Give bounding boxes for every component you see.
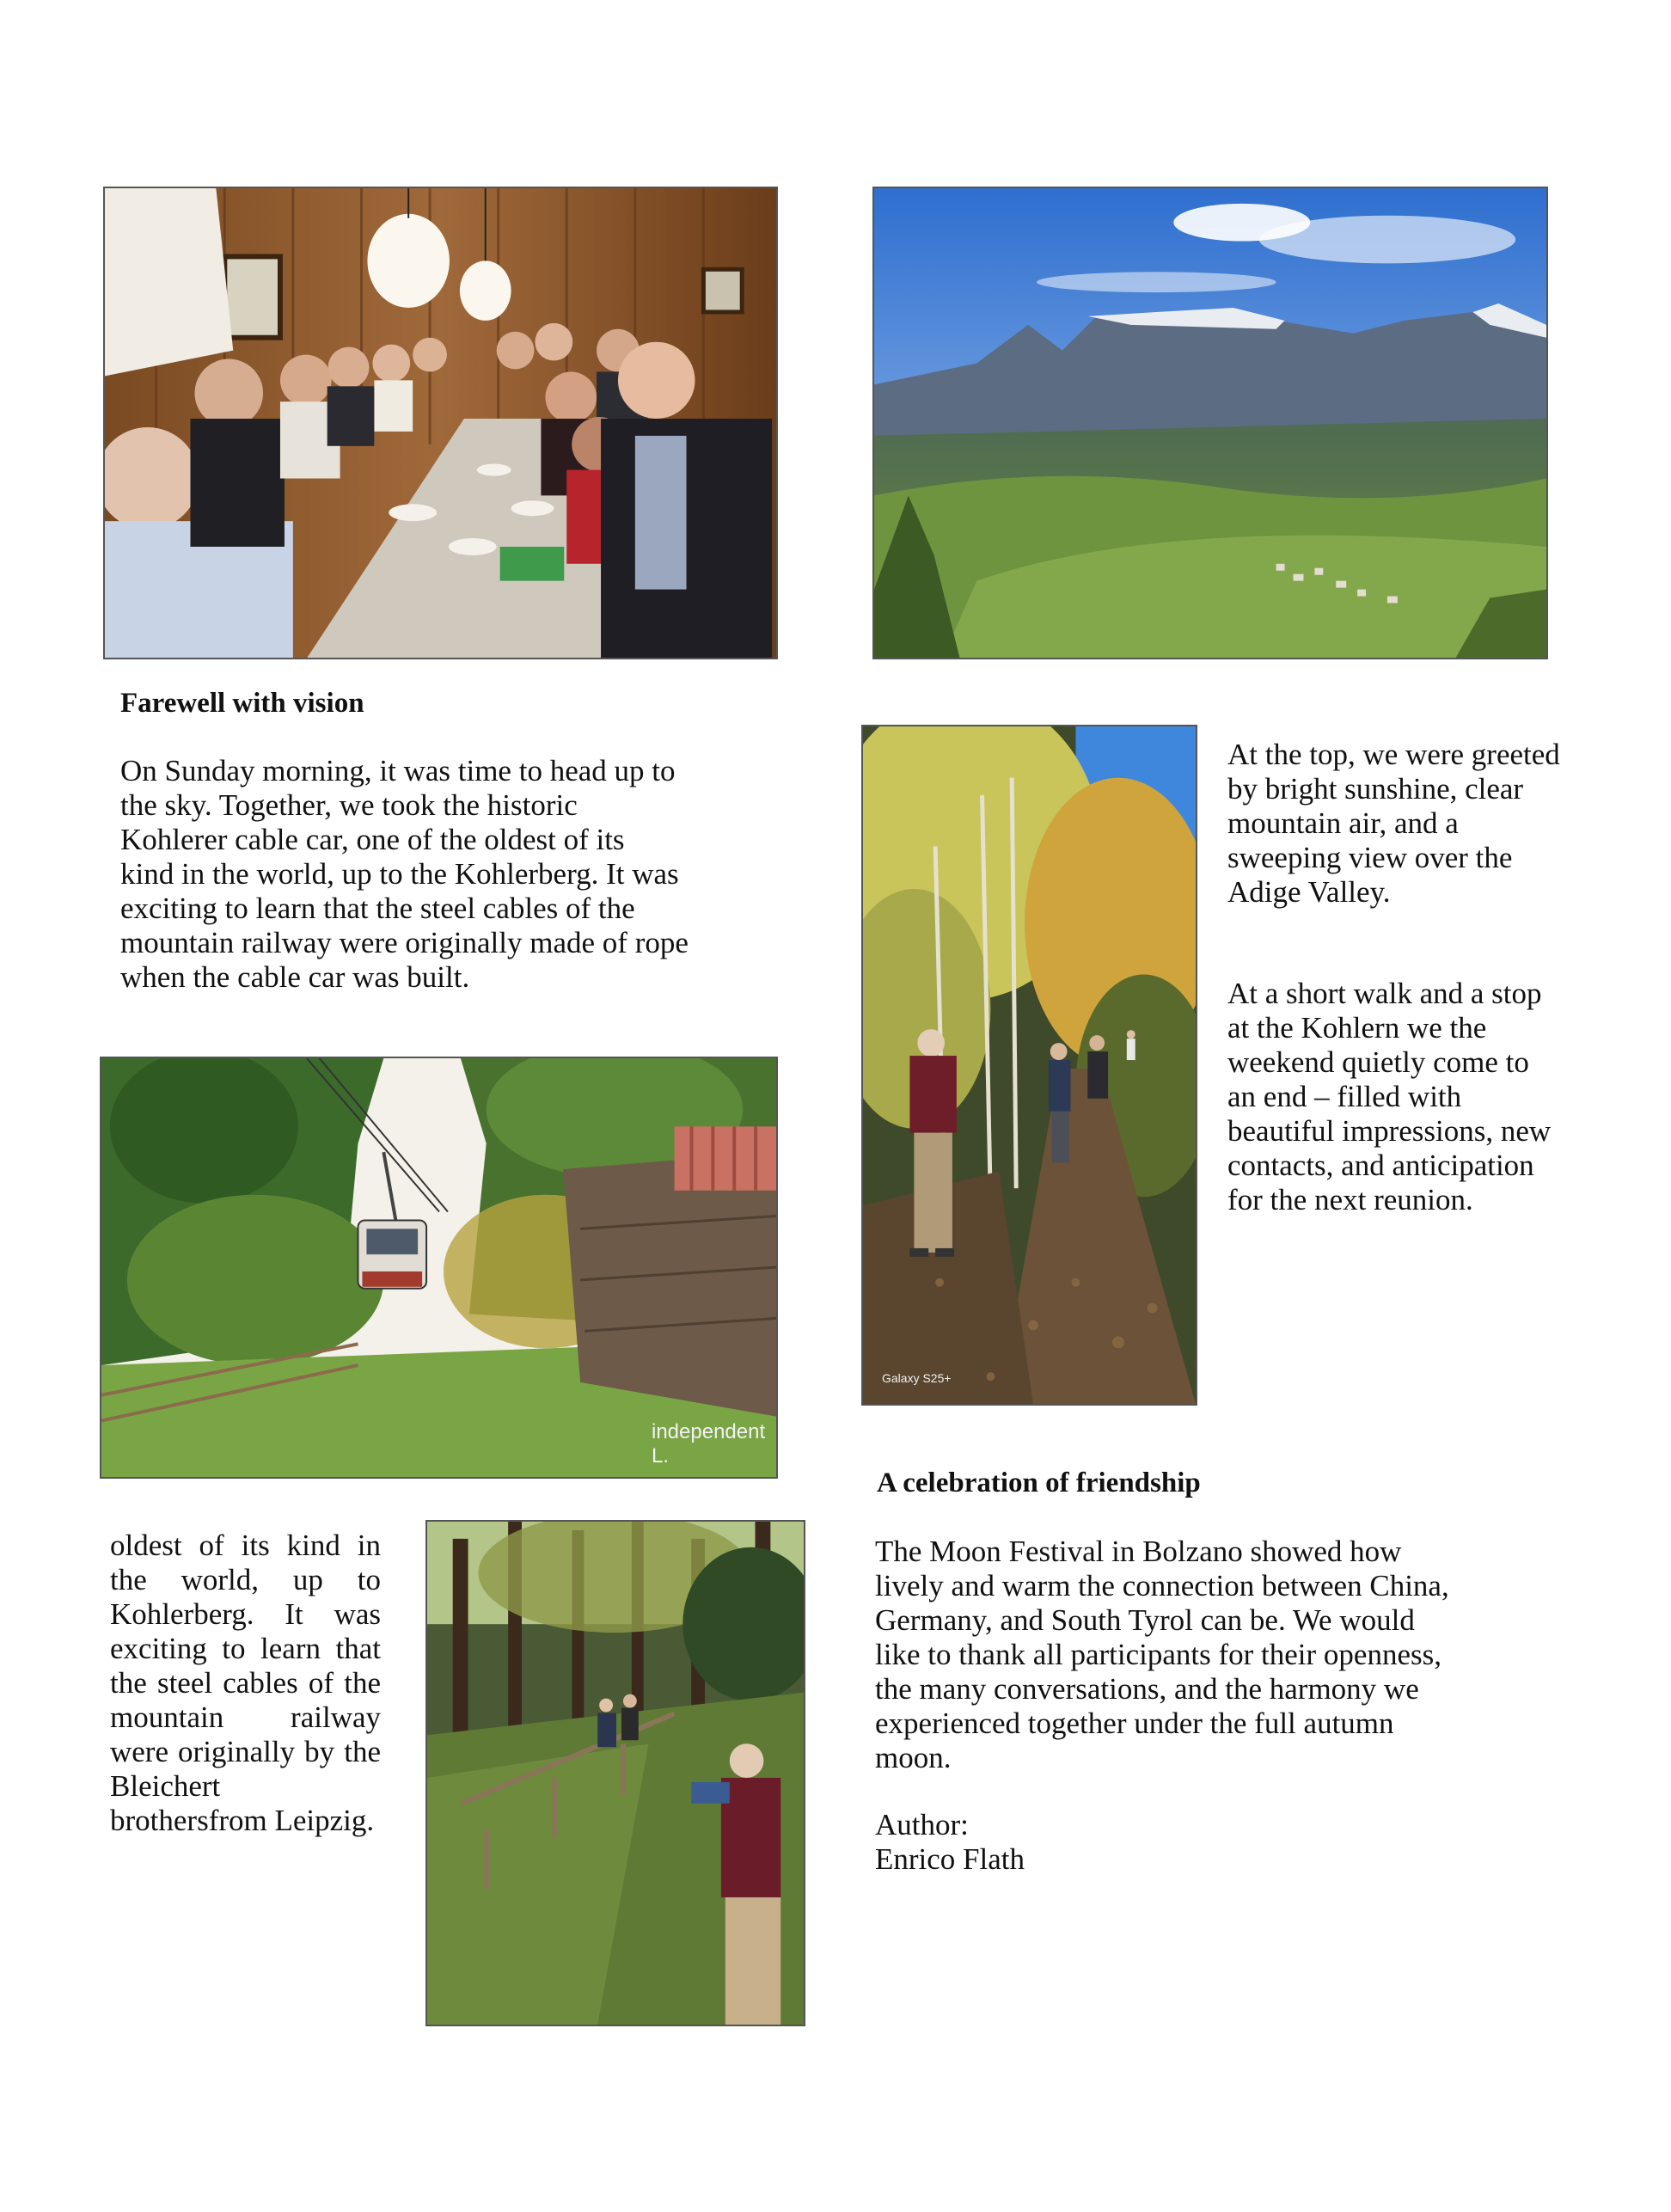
forest-path-illustration: [863, 726, 1196, 1404]
author-label: Author:: [875, 1808, 969, 1841]
right-paragraph-top: At the top, we were greeted by bright sunshine, clear mountain air, and a sweeping view over the Adige Valley.: [1227, 738, 1560, 909]
autumn-forest-path-photo: [861, 725, 1197, 1406]
left-snippet-paragraph: oldest of its kind in the world, up to Kohlerberg. It was exciting to learn that the steel cables of the mountain railway were originally by the Bleichert brothersfrom Leipzig.: [110, 1529, 381, 1837]
forest-photographer-photo: [425, 1520, 805, 2026]
mountain-landscape-photo: [872, 187, 1548, 659]
section-body-friendship: The Moon Festival in Bolzano showed how lively and warm the connection between China, Germany, and South Tyrol can be. We would like to thank all participants for their openness, the many conversations, and the harmony we experienced together under the full autumn moon.: [875, 1535, 1449, 1774]
right-paragraph-walk: At a short walk and a stop at the Kohlern we the weekend quietly come to an end – filled with beautiful impressions, new contacts, and anticipation for the next reunion.: [1227, 977, 1552, 1216]
dinner-photo-illustration: [105, 188, 776, 658]
cable-car-illustration: [101, 1058, 776, 1477]
cable-car-photo: [100, 1057, 778, 1479]
photo-watermark-independent: independent L.: [652, 1420, 766, 1468]
author-name: Enrico Flath: [875, 1842, 1025, 1876]
mountain-photo-illustration: [874, 188, 1546, 658]
section-heading-friendship: A celebration of friendship: [877, 1468, 1201, 1498]
forest-photographer-illustration: [427, 1522, 804, 2025]
section-body-farewell: On Sunday morning, it was time to head up to the sky. Together, we took the historic Kohlerer cable car, one of the oldest of its kind in the world, up to the Kohlerberg. It was exciting to learn that the steel cables of the mountain railway were originally made of rope when the cable car was built.: [120, 754, 689, 994]
photo-watermark-galaxy: Galaxy S25+: [882, 1371, 952, 1385]
section-heading-farewell: Farewell with vision: [120, 688, 364, 719]
dinner-group-photo: [103, 187, 778, 659]
